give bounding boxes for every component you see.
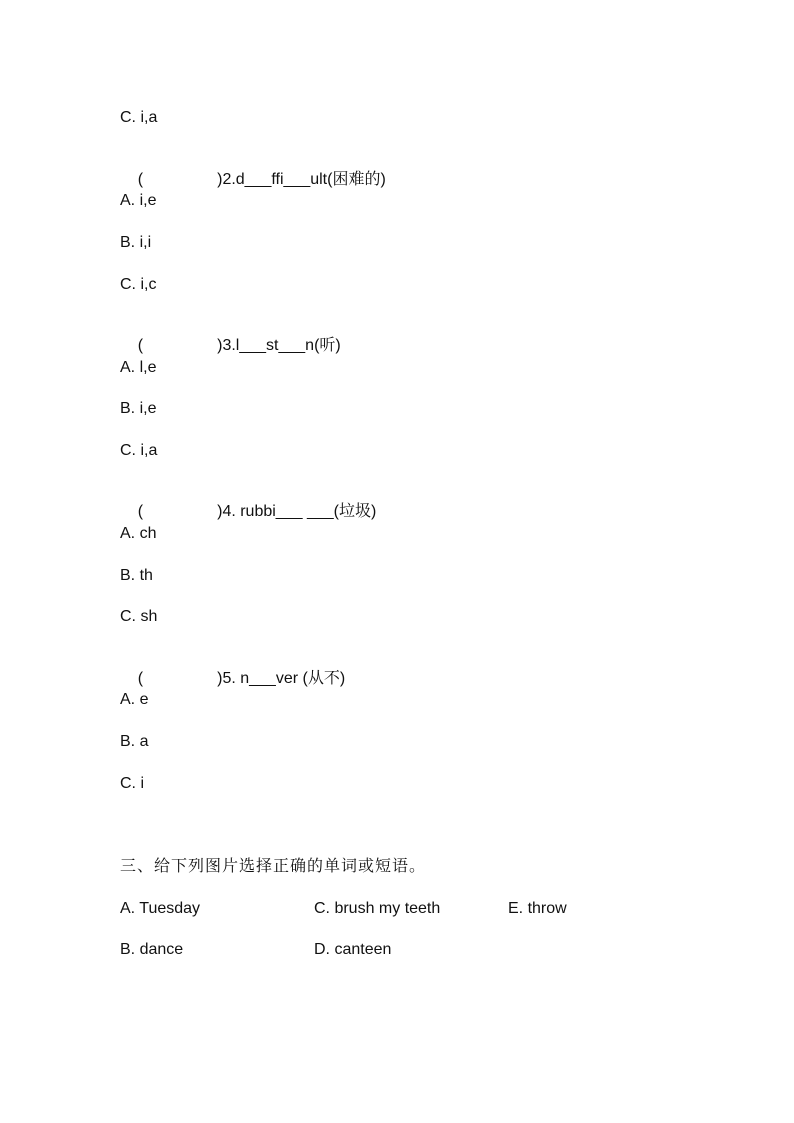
option-c-q1: C. i,a <box>120 109 158 126</box>
question-5 <box>120 649 345 709</box>
option-c-q4: C. sh <box>120 608 158 625</box>
question-text: )2.d___ffi___ult(困难的) <box>217 171 386 188</box>
word-option-e: E. throw <box>508 900 567 917</box>
question-text: )3.l___st___n(听) <box>217 337 341 354</box>
option-a-q5: A. e <box>120 691 149 708</box>
answer-paren-open: ( <box>137 670 144 687</box>
question-4 <box>120 482 376 542</box>
option-b-q3: B. i,e <box>120 400 157 417</box>
question-2 <box>120 150 386 210</box>
word-option-c: C. brush my teeth <box>314 900 441 917</box>
option-c-q5: C. i <box>120 775 144 792</box>
option-a-q3: A. l,e <box>120 359 157 376</box>
word-option-d: D. canteen <box>314 941 392 958</box>
word-option-a: A. Tuesday <box>120 900 201 917</box>
answer-paren-open: ( <box>137 503 144 520</box>
option-b-q5: B. a <box>120 733 149 750</box>
option-c-q2: C. i,c <box>120 276 157 293</box>
option-b-q4: B. th <box>120 567 153 584</box>
answer-paren-open: ( <box>137 337 144 354</box>
answer-paren-open: ( <box>137 171 144 188</box>
word-option-b: B. dance <box>120 941 184 958</box>
option-c-q3: C. i,a <box>120 442 158 459</box>
option-b-q2: B. i,i <box>120 234 152 251</box>
option-a-q4: A. ch <box>120 525 157 542</box>
section-3-heading: 三、给下列图片选择正确的单词或短语。 <box>120 856 427 875</box>
question-text: )5. n___ver (从不) <box>217 670 346 687</box>
question-text: )4. rubbi___ ___(垃圾) <box>217 503 377 520</box>
option-a-q2: A. i,e <box>120 192 157 209</box>
